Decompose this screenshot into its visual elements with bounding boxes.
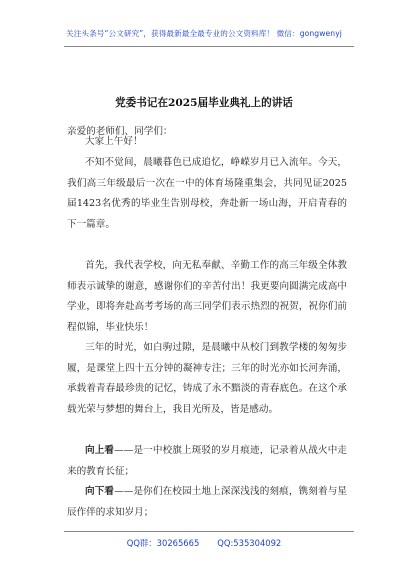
look-down-paragraph	[67, 482, 347, 523]
footer-qq: QQ:535304092	[217, 538, 282, 548]
header-promo-note: 关注头条号“公文研究”，获得最新最全最专业的公文资料库！ 微信：gongwenyj	[66, 29, 342, 38]
footer-contact	[0, 537, 408, 549]
body-paragraph-3: 三年的时光，如白驹过隙，是晨曦中从校门到教学楼的匆匆步履，是课堂上四十五分钟的凝神专注；三年的时光亦如长河奔涌，承载着青春最珍贵的记忆，铸成了永不黯淡的青春底色。在这个承载光荣与梦想的舞台上，我目光所及，皆是感动。	[67, 342, 347, 415]
body-paragraph-1: 不知不觉间，晨曦暮色已成追忆，峥嵘岁月已入流年。今天，我们高三年级最后一次在一中的体育场隆重集会，共同见证2025届1423名优秀的毕业生告别母校，奔赴新一场山海，开启青春的下一篇章。	[67, 157, 347, 230]
footer-divider	[64, 531, 354, 532]
footer-qq-group: QQ群：30265665	[126, 538, 200, 548]
body-paragraph-2: 首先，我代表学校，向无私奉献、辛勤工作的高三年级全体教师表示诚挚的谢意，感谢你们的辛苦付出！我更要向圆满完成高中学业，即将奔赴高考考场的高三同学们表示热烈的祝贺，祝你们前程似锦，毕业快乐！	[67, 260, 347, 333]
look-up-text: ——是一中校旗上斑驳的岁月痕迹，记录着从战火中走来的教育长征；	[67, 445, 348, 477]
greeting-paragraph: 大家上午好！	[85, 136, 143, 147]
page-title: 党委书记在2025届毕业典礼上的讲话	[115, 97, 293, 109]
salutation: 亲爱的老师们、同学们：	[67, 126, 173, 137]
header-divider	[64, 46, 354, 47]
look-up-lead: 向上看	[85, 445, 115, 456]
look-down-text: ——是你们在校园土地上深深浅浅的刻痕，镌刻着与星辰作伴的求知岁月；	[67, 486, 348, 518]
look-up-paragraph	[67, 441, 347, 482]
look-down-lead: 向下看	[85, 486, 115, 497]
